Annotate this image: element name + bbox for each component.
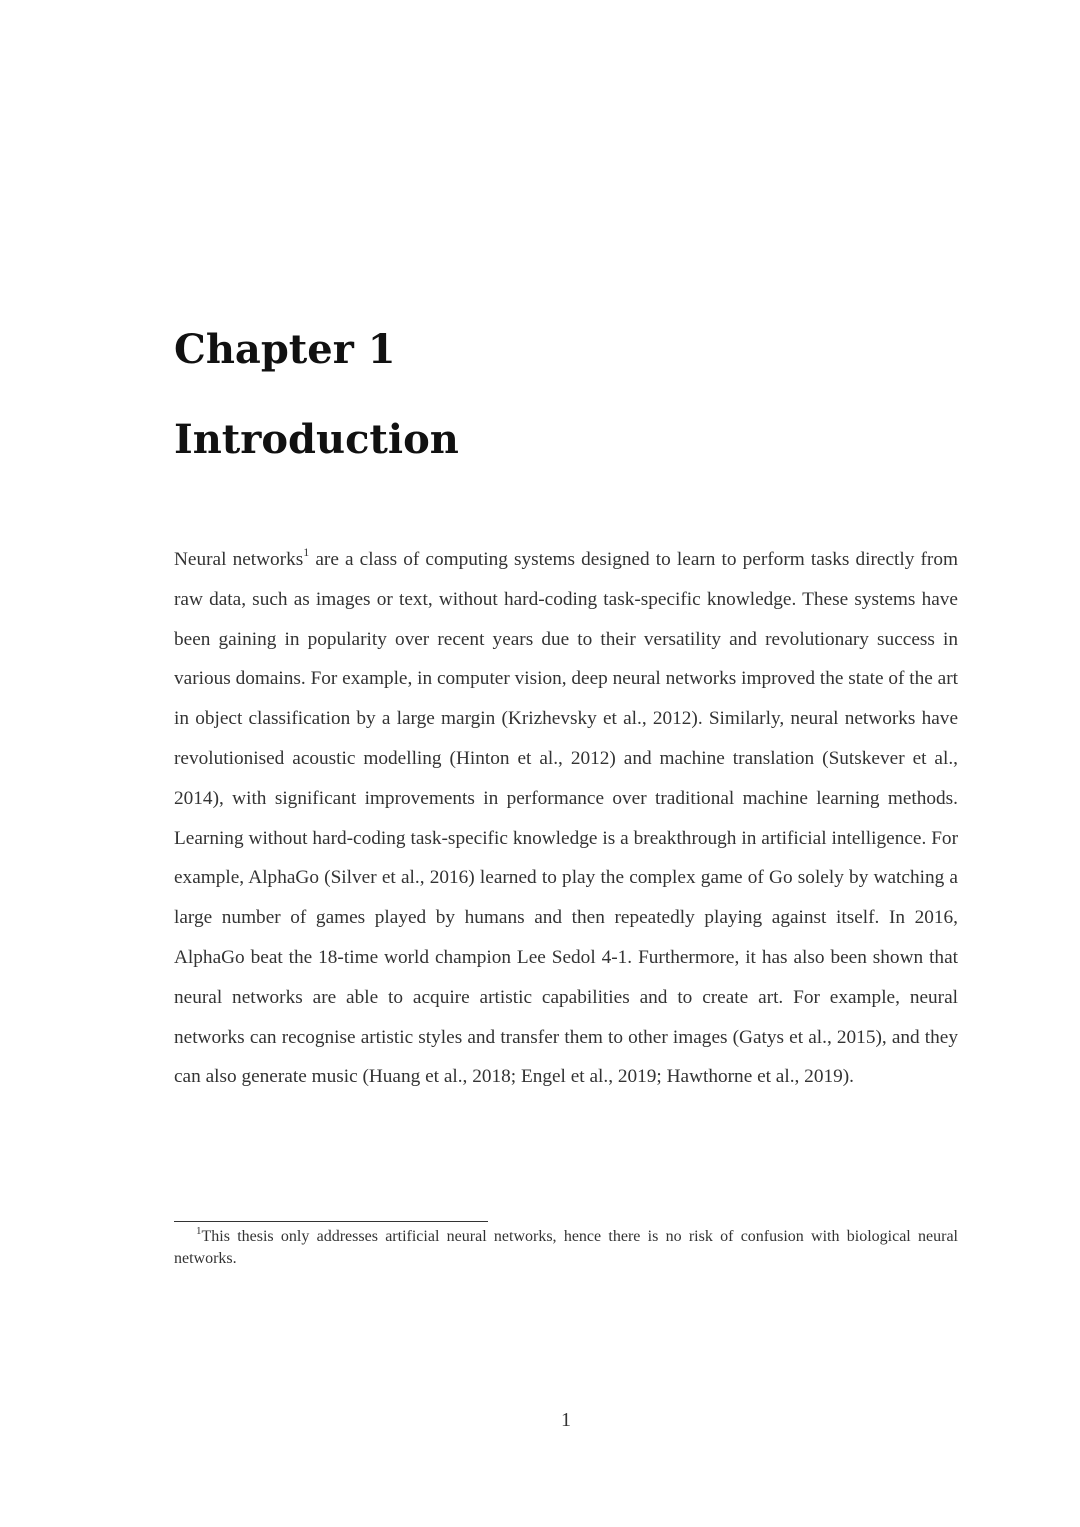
chapter-label: Chapter 1 [174, 326, 396, 373]
footnote [174, 1226, 958, 1270]
chapter-title: Introduction [174, 416, 459, 463]
paragraph-lead: Neural networks [174, 549, 304, 570]
body-paragraph [174, 540, 958, 1097]
paragraph-body: are a class of computing systems designed to learn to perform tasks directly from raw data, such as images or text, without hard-coding task-specific knowledge. These systems have been gaining in popularity over recent years due to their versatility and revolutionary success in various domains. For example, in computer vision, deep neural networks improved the state of the art in object classification by a large margin (Krizhevsky et al., 2012). Similarly, neural networks have revolutionised acoustic modelling (Hinton et al., 2012) and machine translation (Sutskever et al., 2014), with significant improvements in performance over traditional machine learning methods. Learning without hard-coding task-specific knowledge is a breakthrough in artificial intelligence. For example, AlphaGo (Silver et al., 2016) learned to play the complex game of Go solely by watching a large number of games played by humans and then repeatedly playing against itself. In 2016, AlphaGo beat the 18-time world champion Lee Sedol 4-1. Furthermore, it has also been shown that neural networks are able to acquire artistic capabilities and to create art. For example, neural networks can recognise artistic styles and transfer them to other images (Gatys et al., 2015), and they can also generate music (Huang et al., 2018; Engel et al., 2019; Hawthorne et al., 2019). [174, 549, 958, 1088]
page-number: 1 [561, 1409, 571, 1431]
footnote-text: This thesis only addresses artificial neural networks, hence there is no risk of confusion with biological neural networks. [174, 1228, 958, 1267]
footnote-reference: 1 [303, 544, 310, 559]
footnote-mark: 1 [196, 1224, 202, 1237]
footnote-divider [174, 1221, 488, 1222]
